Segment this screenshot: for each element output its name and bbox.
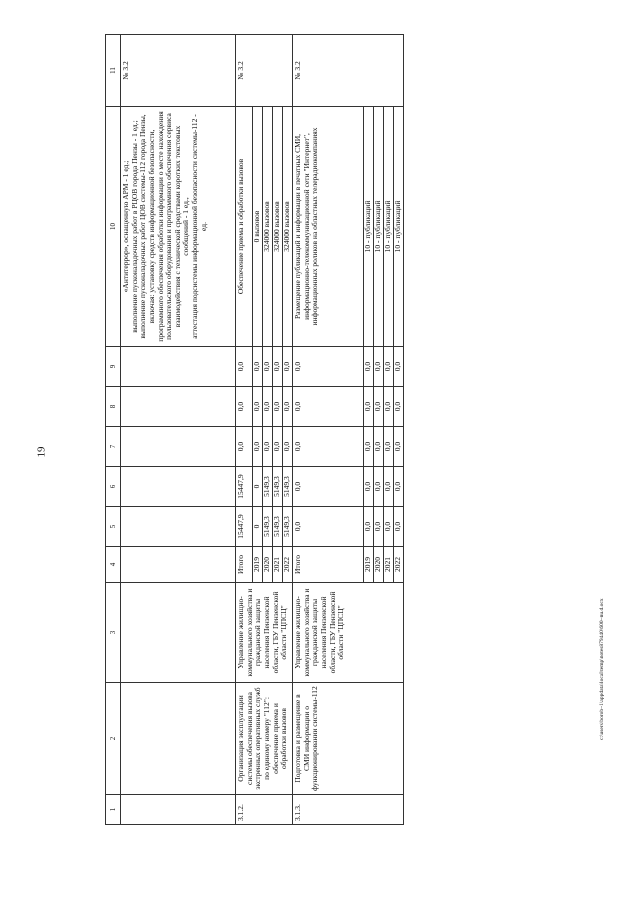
table-row xyxy=(236,35,253,825)
year-cell: Итого xyxy=(236,547,253,583)
header-row xyxy=(106,35,121,825)
result-cell: 10 - публикаций xyxy=(374,107,384,347)
activity-name: Подготовка и размещение в СМИ информации о функционировании системы-112 xyxy=(293,683,404,795)
value-cell: 0,0 xyxy=(236,387,253,427)
value-cell: 0,0 xyxy=(253,347,263,387)
continuation-row xyxy=(121,35,236,825)
year-cell: 2021 xyxy=(384,547,394,583)
value-cell: 0,0 xyxy=(364,427,374,467)
activity-name: Организация эксплуатации системы обеспечения вызова экстренных оперативных служб по единому номеру "112": обеспечение приема и обработки вызовов xyxy=(236,683,293,795)
value-cell: 0,0 xyxy=(283,427,293,467)
year-cell: Итого xyxy=(293,547,364,583)
value-cell: 0,0 xyxy=(236,427,253,467)
value-cell: 5149,3 xyxy=(263,467,273,507)
value-cell: 15447,9 xyxy=(236,467,253,507)
value-cell: 5149,3 xyxy=(263,507,273,547)
executor: Управление жилищно-коммунального хозяйства и гражданской защиты населения Пензенской области, ГБУ Пензенской области "ЦПСЦ" xyxy=(293,583,404,683)
value-cell: 0,0 xyxy=(374,387,384,427)
value-cell: 0,0 xyxy=(263,427,273,467)
value-cell: 5149,3 xyxy=(273,467,283,507)
value-cell: 0,0 xyxy=(394,467,404,507)
value-cell: 0,0 xyxy=(293,507,364,547)
value-cell: 0,0 xyxy=(273,347,283,387)
page-number: 19 xyxy=(35,446,48,458)
rotated-table-frame xyxy=(105,35,585,825)
value-cell: 0,0 xyxy=(364,507,374,547)
result-cell: 0 вызовов xyxy=(253,107,263,347)
value-cell: 0,0 xyxy=(384,347,394,387)
header-cell: 11 xyxy=(106,35,121,107)
value-cell: 0 xyxy=(253,467,263,507)
year-cell: 2019 xyxy=(364,547,374,583)
year-cell: 2020 xyxy=(374,547,384,583)
value-cell: 5149,3 xyxy=(283,467,293,507)
value-cell: 0,0 xyxy=(293,387,364,427)
value-cell: 5149,3 xyxy=(273,507,283,547)
header-cell: 8 xyxy=(106,387,121,427)
value-cell: 0 xyxy=(253,507,263,547)
value-cell: 5149,3 xyxy=(283,507,293,547)
value-cell: 0,0 xyxy=(394,507,404,547)
value-cell: 0,0 xyxy=(263,387,273,427)
value-cell: 0,0 xyxy=(384,467,394,507)
continuation-results-cell: «Антитеррор», оснащенную АРМ - 1 ед.; выполнение пусконаладочных работ в РЦОВ города Пензы - 1 ед.; выполнение пусконаладочных работ ЦОВ системы-112 города Пензы, включая: установку средств информационной безопасности, программного обеспечения обработки информации о месте нахождения пользовательского оборудования и программного обеспечения сервиса взаимодействия с технической средствами коротких текстовых сообщений - 1 ед., аттестация подсистемы информационной безопасности системы-112 - ед. xyxy=(121,107,236,347)
value-cell: 0,0 xyxy=(394,347,404,387)
value-cell: 0,0 xyxy=(374,427,384,467)
reference-cell: № 3.2 xyxy=(293,35,404,107)
value-cell: 0,0 xyxy=(236,347,253,387)
header-cell: 5 xyxy=(106,507,121,547)
value-cell: 0,0 xyxy=(384,387,394,427)
year-cell: 2022 xyxy=(394,547,404,583)
header-cell: 6 xyxy=(106,467,121,507)
value-cell: 0,0 xyxy=(384,507,394,547)
result-cell: 324000 вызовов xyxy=(273,107,283,347)
header-cell: 4 xyxy=(106,547,121,583)
result-cell: Размещение публикаций и информации в печатных СМИ, информационно-телекоммуникационной сети "Интернет", информационных роликов на областных телерадиокомпаниях xyxy=(293,107,364,347)
value-cell: 0,0 xyxy=(253,427,263,467)
header-cell: 10 xyxy=(106,107,121,347)
table-container xyxy=(105,35,585,825)
reference-cell: № 3.2 xyxy=(121,35,236,107)
value-cell: 0,0 xyxy=(394,387,404,427)
value-cell: 0,0 xyxy=(394,427,404,467)
value-cell: 0,0 xyxy=(374,467,384,507)
result-cell: 324000 вызовов xyxy=(283,107,293,347)
value-cell: 0,0 xyxy=(384,427,394,467)
result-cell: Обеспечение приема и обработки вызовов xyxy=(236,107,253,347)
value-cell: 0,0 xyxy=(273,427,283,467)
value-cell: 0,0 xyxy=(364,387,374,427)
value-cell: 0,0 xyxy=(263,347,273,387)
result-cell: 324000 вызовов xyxy=(263,107,273,347)
table-row xyxy=(293,35,364,825)
program-table xyxy=(105,34,404,825)
year-cell: 2020 xyxy=(263,547,273,583)
executor: Управление жилищно-коммунального хозяйства и гражданской защиты населения Пензенской области, ГБУ Пензенской области "ЦПСЦ" xyxy=(236,583,293,683)
result-cell: 10 - публикаций xyxy=(394,107,404,347)
value-cell: 0,0 xyxy=(364,347,374,387)
value-cell: 0,0 xyxy=(293,467,364,507)
row-number: 3.1.2. xyxy=(236,795,293,825)
value-cell: 0,0 xyxy=(283,347,293,387)
value-cell: 0,0 xyxy=(273,387,283,427)
result-cell: 10 - публикаций xyxy=(364,107,374,347)
header-cell: 1 xyxy=(106,795,121,825)
value-cell: 0,0 xyxy=(293,347,364,387)
header-cell: 3 xyxy=(106,583,121,683)
result-cell: 10 - публикаций xyxy=(384,107,394,347)
value-cell: 0,0 xyxy=(374,507,384,547)
header-cell: 9 xyxy=(106,347,121,387)
file-path-footer: c:\users\borob~1\appdata\local\temp\notes879440\600~nu.d.ocx xyxy=(599,598,605,740)
value-cell: 15447,9 xyxy=(236,507,253,547)
year-cell: 2021 xyxy=(273,547,283,583)
row-number: 3.1.3. xyxy=(293,795,404,825)
value-cell: 0,0 xyxy=(364,467,374,507)
header-cell: 7 xyxy=(106,427,121,467)
year-cell: 2022 xyxy=(283,547,293,583)
value-cell: 0,0 xyxy=(293,427,364,467)
value-cell: 0,0 xyxy=(253,387,263,427)
reference-cell: № 3.2 xyxy=(236,35,293,107)
value-cell: 0,0 xyxy=(374,347,384,387)
value-cell: 0,0 xyxy=(283,387,293,427)
header-cell: 2 xyxy=(106,683,121,795)
year-cell: 2019 xyxy=(253,547,263,583)
